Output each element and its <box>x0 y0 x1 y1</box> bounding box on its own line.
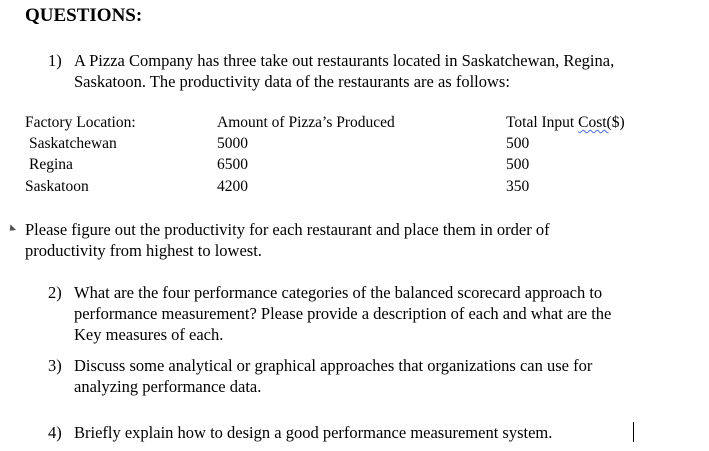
row-3-amount: 4200 <box>217 178 248 195</box>
q2-line-2: performance measurement? Please provide a description of each and what are the <box>74 304 612 323</box>
bullet-line-1: Please figure out the productivity for each restaurant and place them in order of <box>25 220 550 239</box>
row-1-amount: 5000 <box>217 135 248 152</box>
text-cursor <box>633 422 634 442</box>
row-2-amount: 6500 <box>217 156 248 173</box>
row-1-location: Saskatchewan <box>29 135 117 152</box>
q2-line-3: Key measures of each. <box>74 325 224 344</box>
q1-line-1: A Pizza Company has three take out restaurants located in Saskatchewan, Regina, <box>74 51 615 70</box>
q3-number: 3) <box>48 356 62 375</box>
page-heading: QUESTIONS: <box>25 5 143 26</box>
row-2-cost: 500 <box>506 156 530 173</box>
q2-line-1: What are the four performance categories of the balanced scorecard approach to <box>74 283 603 302</box>
collapse-triangle-icon[interactable] <box>7 224 16 233</box>
q2-number: 2) <box>48 283 62 302</box>
bullet-line-2: productivity from highest to lowest. <box>25 241 262 260</box>
header-cost-suffix: $) <box>611 114 625 131</box>
row-2-location: Regina <box>29 156 73 173</box>
q1-number: 1) <box>48 51 62 70</box>
q4-number: 4) <box>48 423 62 442</box>
header-total-input-cost <box>506 114 625 132</box>
q3-line-2: analyzing performance data. <box>74 377 262 396</box>
q4-line-1: Briefly explain how to design a good performance measurement system. <box>74 423 553 442</box>
header-factory-location: Factory Location: <box>25 114 136 131</box>
row-3-cost: 350 <box>506 178 530 195</box>
q3-line-1: Discuss some analytical or graphical approaches that organizations can use for <box>74 356 593 375</box>
header-cost-word: Cost( <box>578 114 612 131</box>
header-cost-prefix: Total Input <box>506 114 579 131</box>
row-1-cost: 500 <box>506 135 530 152</box>
header-amount-produced: Amount of Pizza’s Produced <box>217 114 395 131</box>
row-3-location: Saskatoon <box>25 178 89 195</box>
q1-line-2: Saskatoon. The productivity data of the restaurants are as follows: <box>74 72 510 91</box>
